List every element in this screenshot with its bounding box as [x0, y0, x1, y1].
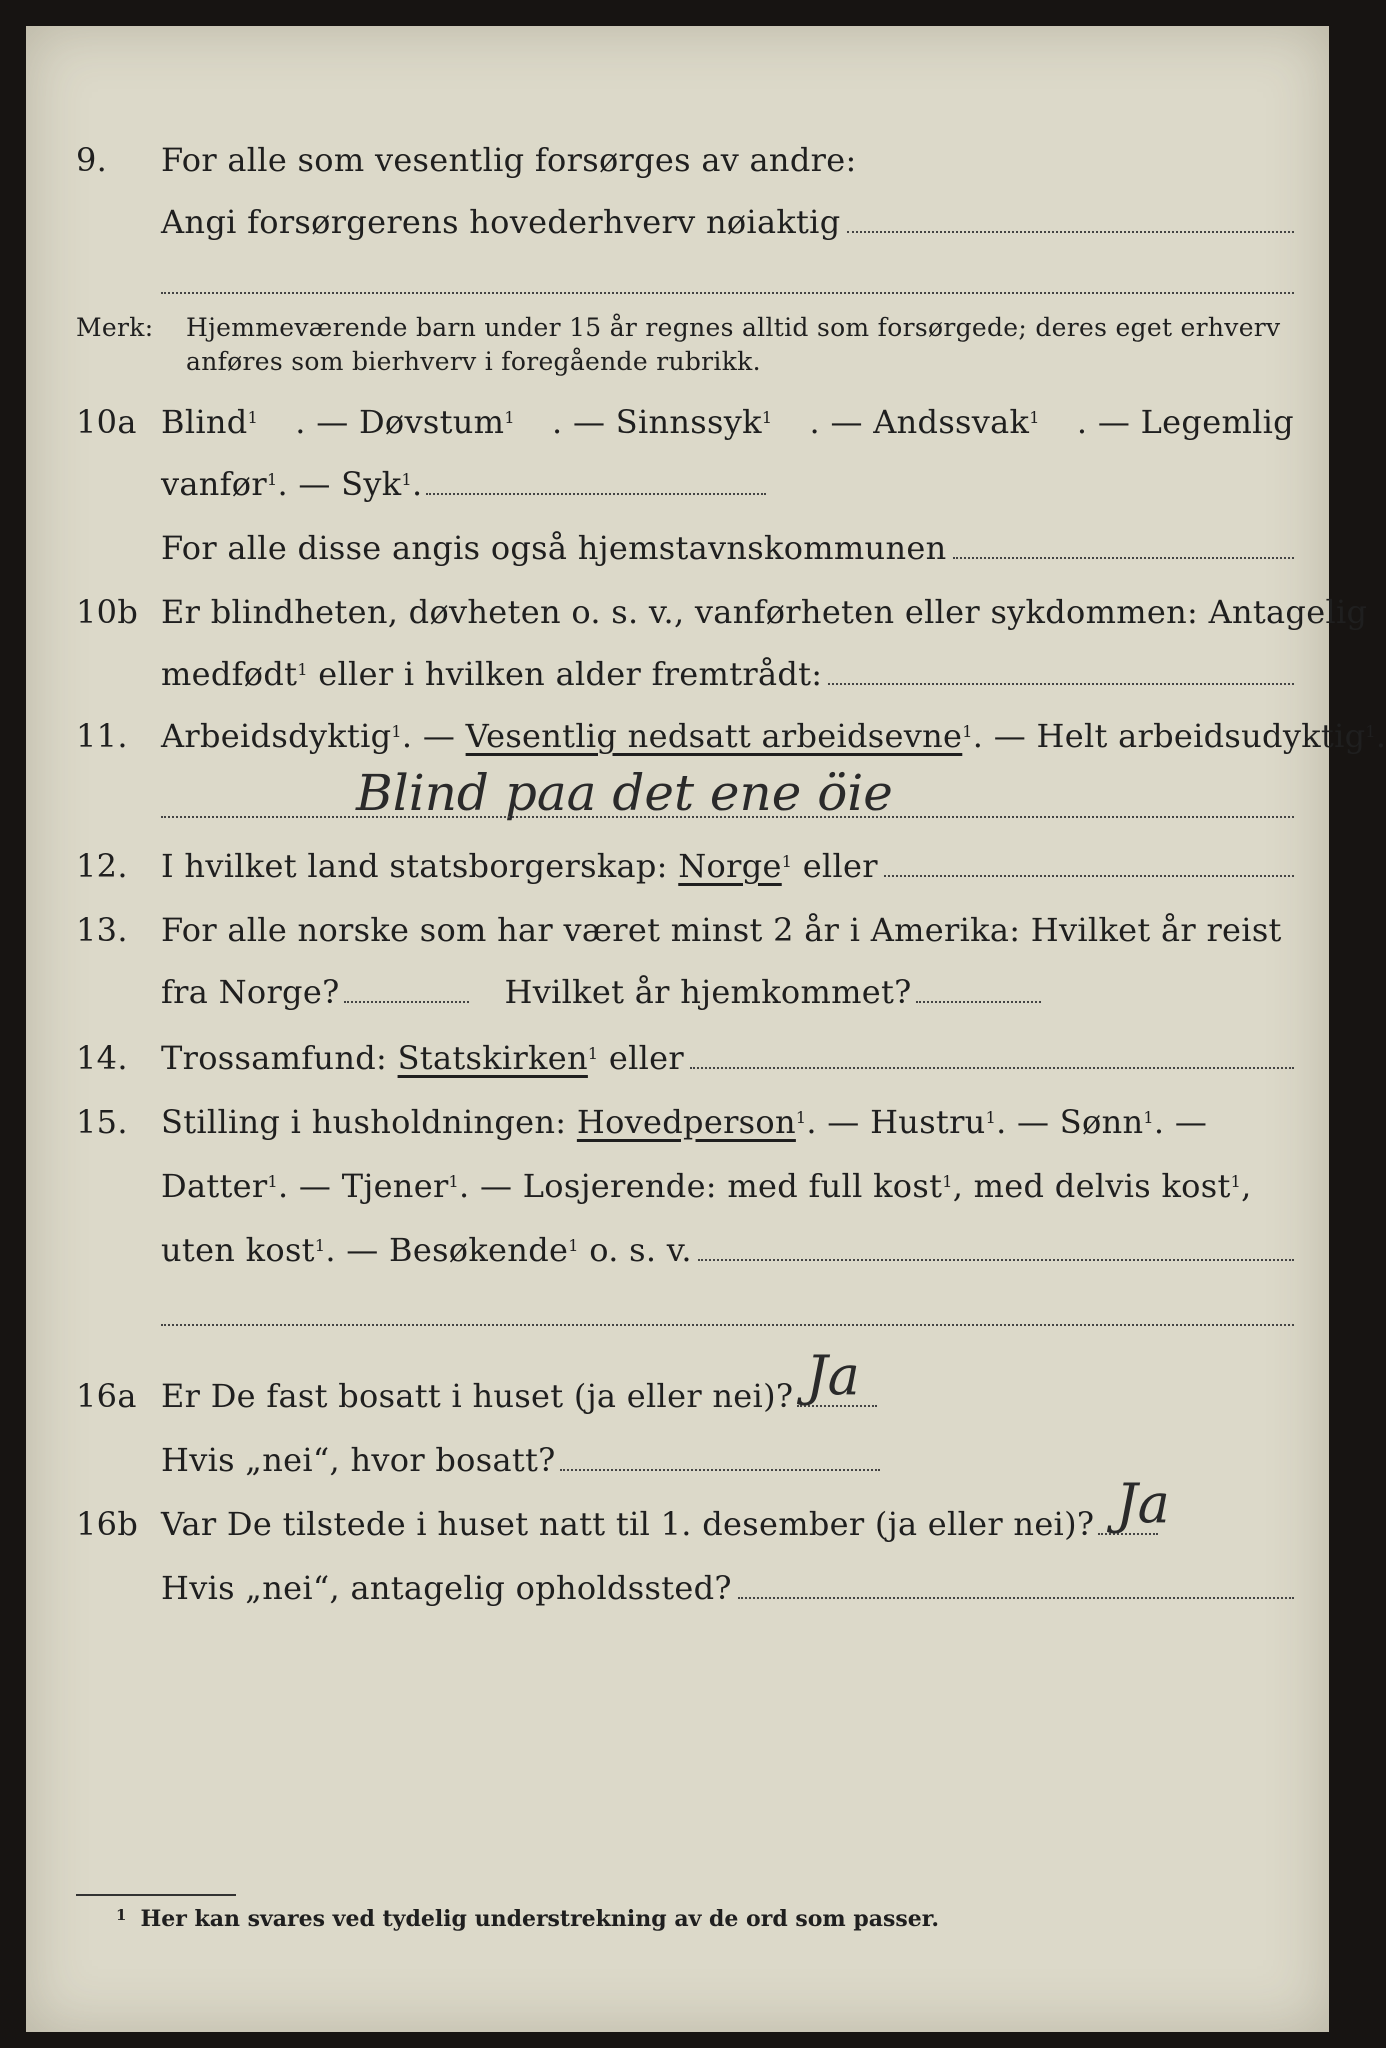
q16a-number: 16a — [76, 1377, 137, 1415]
q9-provider-label: Angi forsørgerens hovederhverv nøiaktig — [161, 203, 841, 241]
census-form-page — [26, 26, 1386, 2032]
q16a-residence-field[interactable] — [560, 1441, 880, 1471]
q10b-onset-label: medfødt$^1$ eller i hvilken alder fremtrådt: — [161, 655, 823, 693]
q9-number: 9. — [76, 141, 108, 179]
q10b-onset-row — [161, 654, 1294, 694]
q13-years-row: fra Norge? Hvilket år hjemkommet? — [161, 972, 1294, 1012]
footnote-rule — [76, 1894, 236, 1896]
q10a-vanfor-syk: vanfør$^1$. — Syk$^1$. — [161, 464, 1294, 504]
q10a-syk-field[interactable] — [426, 465, 766, 495]
q12-selected-norge: Norge — [678, 847, 782, 885]
q14-number: 14. — [76, 1039, 128, 1077]
q10a-blind: Blind$^1$ — [161, 403, 259, 441]
q10b-question: Er blindheten, døvheten o. s. v., vanførheten eller sykdommen: Antagelig — [161, 593, 1368, 631]
q14-selected-statskirken: Statskirken — [397, 1039, 588, 1077]
q10a-options — [161, 402, 1294, 442]
q15-number: 15. — [76, 1103, 128, 1141]
q13-return-year-field[interactable] — [916, 973, 1041, 1003]
footnote — [116, 1906, 939, 1932]
q10b-onset-field[interactable] — [828, 657, 1294, 685]
q11-number: 11. — [76, 717, 128, 755]
q12-row: I hvilket land statsborgerskap: Norge$^1$ eller — [161, 846, 1294, 886]
q16a-handwritten-answer: Ja — [806, 1344, 860, 1407]
q14-other-field[interactable] — [690, 1041, 1294, 1069]
q10a-sinnssyk: . — Sinnssyk$^1$ — [552, 403, 773, 441]
q10b-number: 10b — [76, 593, 139, 631]
footnote-text: Her kan svares ved tydelig understrekning av de ord som passer. — [140, 1906, 939, 1932]
q15-other-field[interactable] — [698, 1233, 1294, 1261]
merk-line1: Hjemmeværende barn under 15 år regnes alltid som forsørgede; deres eget erhverv — [186, 313, 1281, 342]
merk-label: Merk: — [76, 313, 154, 342]
q13-number: 13. — [76, 911, 128, 949]
q11-answer-line[interactable] — [161, 816, 1294, 818]
q15-extra-field[interactable] — [161, 1324, 1294, 1326]
q11-selected-option: Vesentlig nedsatt arbeidsevne — [465, 717, 963, 755]
q9-question: For alle som vesentlig forsørges av andre: — [161, 141, 857, 179]
q10a-dovstum: . — Døvstum$^1$ — [295, 403, 515, 441]
q12-other-country-field[interactable] — [884, 849, 1294, 877]
q15-options-2: Datter$^1$. — Tjener$^1$. — Losjerende: med full kost$^1$, med delvis kost$^1$, — [161, 1167, 1252, 1205]
q14-row: Trossamfund: Statskirken$^1$ eller — [161, 1038, 1294, 1078]
q11-handwritten-answer: Blind paa det ene öie — [356, 764, 893, 822]
q15-options-3: uten kost$^1$. — Besøkende$^1$ o. s. v. — [161, 1230, 1294, 1270]
q10a-hometown-label: For alle disse angis også hjemstavnskommunen — [161, 529, 947, 567]
q12-number: 12. — [76, 847, 128, 885]
q13-question: For alle norske som har været minst 2 år i Amerika: Hvilket år reist — [161, 911, 1282, 949]
q9-extra-field[interactable] — [161, 292, 1294, 294]
q15-selected-hovedperson: Hovedperson — [576, 1103, 796, 1141]
merk-line2: anføres som bierhverv i foregående rubrikk. — [186, 347, 761, 376]
q9-provider-row — [161, 202, 1294, 242]
q16b-handwritten-answer: Ja — [1116, 1472, 1170, 1535]
q15-options-1: Stilling i husholdningen: Hovedperson$^1$. — Hustru$^1$. — Sønn$^1$. — — [161, 1103, 1208, 1141]
q16b-followup: Hvis „nei“, antagelig opholdssted? — [161, 1568, 1294, 1608]
q10a-number: 10a — [76, 403, 137, 441]
q10a-andssvak: . — Andssvak$^1$ — [809, 403, 1040, 441]
q16b-whereabouts-field[interactable] — [738, 1571, 1294, 1599]
q16b-number: 16b — [76, 1505, 139, 1543]
q10a-legemlig: . — Legemlig — [1076, 403, 1294, 441]
footnote-mark: 1 — [116, 1906, 127, 1924]
q9-provider-field[interactable] — [847, 205, 1295, 233]
q13-left-year-field[interactable] — [344, 973, 469, 1003]
q11-options: Arbeidsdyktig$^1$. — Vesentlig nedsatt arbeidsevne$^1$. — Helt arbeidsudyktig$^1$. — [161, 717, 1386, 755]
q10a-hometown-row — [161, 528, 1294, 568]
q16a-question: Er De fast bosatt i huset (ja eller nei)? — [161, 1376, 1294, 1416]
q10a-hometown-field[interactable] — [953, 531, 1294, 559]
q16b-question: Var De tilstede i huset natt til 1. desember (ja eller nei)? — [161, 1504, 1294, 1544]
q16a-followup: Hvis „nei“, hvor bosatt? — [161, 1440, 1294, 1480]
